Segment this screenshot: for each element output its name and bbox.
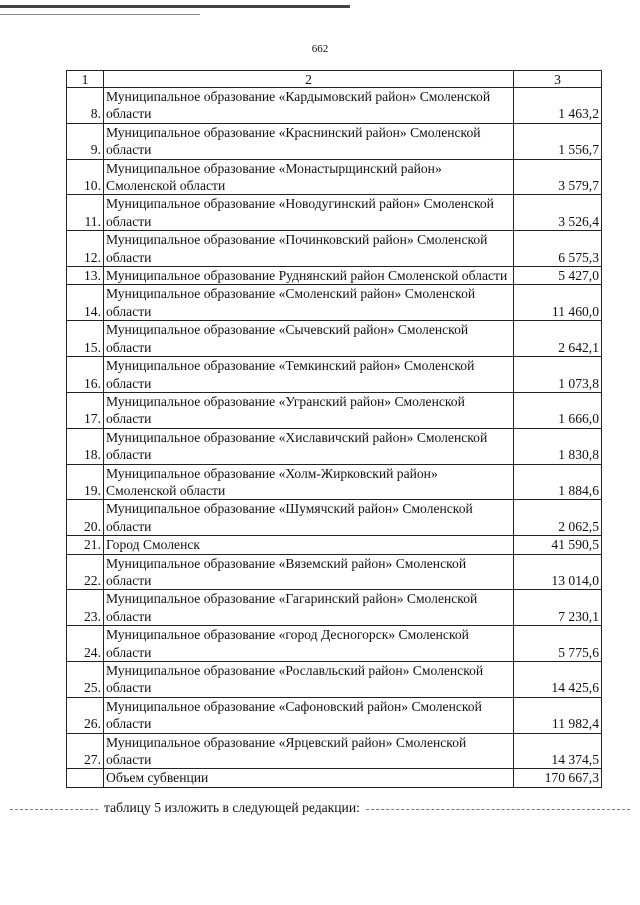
table-row <box>67 464 602 500</box>
row-amount: 1 830,8 <box>514 428 602 464</box>
row-municipality-name: Муниципальное образование «Сычевский район» Смоленской области <box>104 321 514 357</box>
row-municipality-name: Муниципальное образование «Починковский район» Смоленской области <box>104 231 514 267</box>
top-rule-thin <box>0 14 200 15</box>
row-municipality-name: Муниципальное образование «Гагаринский район» Смоленской области <box>104 590 514 626</box>
table-row <box>67 536 602 554</box>
row-municipality-name: Муниципальное образование «Хиславичский район» Смоленской области <box>104 428 514 464</box>
row-amount: 13 014,0 <box>514 554 602 590</box>
row-number: 13. <box>67 267 104 285</box>
table-row <box>67 123 602 159</box>
table-row <box>67 554 602 590</box>
row-amount: 3 526,4 <box>514 195 602 231</box>
row-amount: 5 775,6 <box>514 626 602 662</box>
row-number: 8. <box>67 88 104 124</box>
row-municipality-name: Муниципальное образование «Смоленский район» Смоленской области <box>104 285 514 321</box>
row-number: 18. <box>67 428 104 464</box>
row-number: 21. <box>67 536 104 554</box>
row-amount: 7 230,1 <box>514 590 602 626</box>
total-label: Объем субвенции <box>104 769 514 787</box>
table-row <box>67 500 602 536</box>
row-amount: 14 425,6 <box>514 662 602 698</box>
row-municipality-name: Муниципальное образование «Вяземский район» Смоленской области <box>104 554 514 590</box>
row-municipality-name: Муниципальное образование «Краснинский район» Смоленской области <box>104 123 514 159</box>
row-municipality-name: Муниципальное образование «Шумячский район» Смоленской области <box>104 500 514 536</box>
row-amount: 1 666,0 <box>514 392 602 428</box>
table-row <box>67 590 602 626</box>
row-municipality-name: Муниципальное образование «Холм-Жирковский район» Смоленской области <box>104 464 514 500</box>
row-municipality-name: Муниципальное образование «Темкинский район» Смоленской области <box>104 357 514 393</box>
row-amount: 3 579,7 <box>514 159 602 195</box>
row-municipality-name: Муниципальное образование «Кардымовский район» Смоленской области <box>104 88 514 124</box>
table-row <box>67 195 602 231</box>
row-amount: 41 590,5 <box>514 536 602 554</box>
row-municipality-name: Муниципальное образование «Монастырщинский район» Смоленской области <box>104 159 514 195</box>
table-row <box>67 267 602 285</box>
table-row <box>67 285 602 321</box>
row-municipality-name: Муниципальное образование «Рославльский район» Смоленской области <box>104 662 514 698</box>
table-row <box>67 321 602 357</box>
row-municipality-name: Муниципальное образование Руднянский район Смоленской области <box>104 267 514 285</box>
row-number: 23. <box>67 590 104 626</box>
row-number: 14. <box>67 285 104 321</box>
row-amount: 11 460,0 <box>514 285 602 321</box>
row-number: 17. <box>67 392 104 428</box>
row-municipality-name: Город Смоленск <box>104 536 514 554</box>
footer-text: таблицу 5 изложить в следующей редакции: <box>100 800 364 816</box>
table-row <box>67 88 602 124</box>
row-amount: 11 982,4 <box>514 697 602 733</box>
row-number: 19. <box>67 464 104 500</box>
page-number: 662 <box>311 43 329 55</box>
total-row <box>67 769 602 787</box>
row-number: 16. <box>67 357 104 393</box>
table-row <box>67 159 602 195</box>
row-amount: 14 374,5 <box>514 733 602 769</box>
header-col-1: 1 <box>67 71 104 88</box>
table-row <box>67 357 602 393</box>
row-municipality-name: Муниципальное образование «Сафоновский район» Смоленской области <box>104 697 514 733</box>
row-amount: 2 642,1 <box>514 321 602 357</box>
row-amount: 1 073,8 <box>514 357 602 393</box>
row-amount: 1 884,6 <box>514 464 602 500</box>
row-number: 24. <box>67 626 104 662</box>
table-row <box>67 428 602 464</box>
table-header-row <box>67 71 602 88</box>
table-row <box>67 626 602 662</box>
row-municipality-name: Муниципальное образование «Новодугинский район» Смоленской области <box>104 195 514 231</box>
total-number-cell <box>67 769 104 787</box>
header-col-2: 2 <box>104 71 514 88</box>
table-row <box>67 662 602 698</box>
row-municipality-name: Муниципальное образование «Угранский район» Смоленской области <box>104 392 514 428</box>
row-number: 11. <box>67 195 104 231</box>
row-amount: 5 427,0 <box>514 267 602 285</box>
total-amount: 170 667,3 <box>514 769 602 787</box>
table-row <box>67 392 602 428</box>
row-amount: 1 556,7 <box>514 123 602 159</box>
row-amount: 1 463,2 <box>514 88 602 124</box>
row-number: 9. <box>67 123 104 159</box>
row-number: 15. <box>67 321 104 357</box>
row-municipality-name: Муниципальное образование «Ярцевский район» Смоленской области <box>104 733 514 769</box>
row-amount: 6 575,3 <box>514 231 602 267</box>
subsidy-table <box>66 70 602 788</box>
row-number: 22. <box>67 554 104 590</box>
table-row <box>67 231 602 267</box>
row-number: 25. <box>67 662 104 698</box>
row-number: 27. <box>67 733 104 769</box>
top-rule <box>0 5 350 8</box>
table-row <box>67 733 602 769</box>
row-number: 20. <box>67 500 104 536</box>
table-row <box>67 697 602 733</box>
header-col-3: 3 <box>514 71 602 88</box>
row-number: 10. <box>67 159 104 195</box>
row-municipality-name: Муниципальное образование «город Десногорск» Смоленской области <box>104 626 514 662</box>
row-amount: 2 062,5 <box>514 500 602 536</box>
row-number: 12. <box>67 231 104 267</box>
row-number: 26. <box>67 697 104 733</box>
